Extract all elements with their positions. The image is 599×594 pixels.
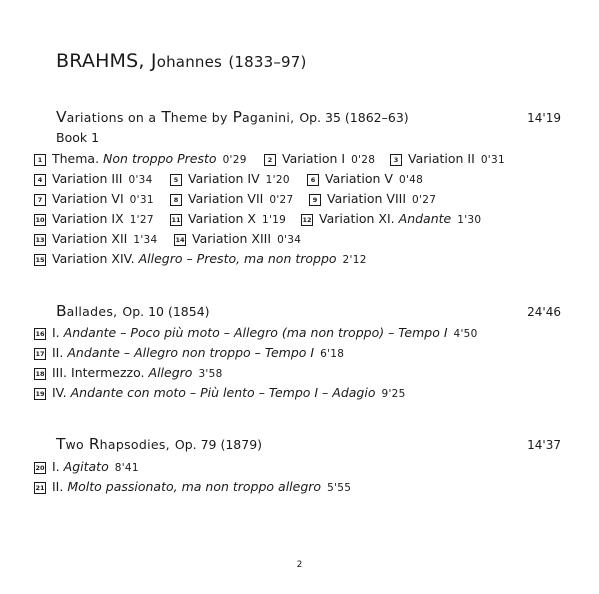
title-rest: allades, (66, 304, 118, 319)
track-3 (390, 150, 505, 168)
work-title-paganini-variations (56, 108, 561, 126)
track-tempo: Allegro (148, 365, 193, 380)
track-21 (34, 478, 351, 496)
track-title: Variation IX (52, 211, 124, 226)
track-number: 1 (34, 154, 46, 166)
track-number: 3 (390, 154, 402, 166)
track-20 (34, 458, 139, 476)
track-13 (34, 230, 158, 248)
track-7 (34, 190, 154, 208)
track-title: Variation XII (52, 231, 128, 246)
track-title: Variation VII (188, 191, 264, 206)
track-tempo: Andante – Allegro non troppo – Tempo I (67, 345, 315, 360)
track-title: Variation V (325, 171, 393, 186)
title-initial: T (161, 108, 171, 126)
track-title: I. (52, 459, 60, 474)
track-4 (34, 170, 153, 188)
track-title: Variation X (188, 211, 256, 226)
track-number: 17 (35, 350, 45, 358)
track-number: 6 (307, 174, 319, 186)
track-time: 0'34 (128, 174, 153, 186)
track-17 (34, 344, 344, 362)
track-10 (34, 210, 154, 228)
work-opus: Op. 10 (1854) (122, 304, 210, 319)
page-number: 2 (296, 560, 303, 570)
track-title: II. (52, 345, 64, 360)
work-opus: Op. 79 (1879) (174, 437, 263, 452)
work-duration: 24'46 (527, 305, 561, 319)
work-title-rhapsodies (56, 435, 561, 453)
track-number: 14 (175, 236, 185, 244)
track-time: 0'48 (398, 174, 424, 186)
track-number: 4 (34, 174, 46, 186)
track-time: 1'30 (457, 214, 482, 226)
track-title: II. (52, 479, 64, 494)
track-9 (309, 190, 436, 208)
track-1 (34, 150, 247, 168)
track-time: 0'34 (277, 234, 302, 246)
track-tempo: Non troppo Presto (103, 151, 217, 166)
track-number: 16 (35, 330, 45, 338)
track-title: Variation XIII (192, 231, 272, 246)
title-initial: B (56, 302, 67, 320)
track-title: Variation XI. (319, 211, 395, 226)
track-6 (307, 170, 423, 188)
track-title: I. (52, 325, 60, 340)
track-number: 5 (170, 174, 182, 186)
track-number: 21 (35, 484, 45, 492)
track-time: 0'28 (351, 154, 376, 166)
track-time: 5'55 (327, 482, 352, 494)
track-number: 18 (35, 370, 45, 378)
track-19 (34, 384, 406, 402)
track-number: 8 (170, 194, 182, 206)
track-time: 0'27 (412, 194, 437, 206)
track-title: Variation III (52, 171, 123, 186)
track-tempo: Molto passionato, ma non troppo allegro (67, 479, 322, 494)
track-tempo: Andante con moto – Più lento – Tempo I – Adagio (70, 385, 376, 400)
track-title: Variation II (408, 151, 475, 166)
track-time: 3'58 (198, 368, 223, 380)
track-title: Thema. (52, 151, 100, 166)
track-time: 9'25 (381, 388, 406, 400)
track-tempo: Agitato (63, 459, 109, 474)
track-number: 13 (35, 236, 45, 244)
track-18 (34, 364, 223, 382)
track-number: 12 (302, 216, 312, 224)
track-time: 0'31 (480, 154, 505, 166)
track-number: 7 (34, 194, 46, 206)
track-number: 15 (35, 256, 45, 264)
track-14 (174, 230, 301, 248)
track-time: 6'18 (320, 348, 345, 360)
track-title: Variation I (282, 151, 346, 166)
work-duration: 14'37 (527, 438, 561, 452)
track-title: Variation VI (52, 191, 124, 206)
book-subtitle: Book 1 (56, 130, 100, 145)
track-11 (170, 210, 286, 228)
track-time: 0'27 (269, 194, 294, 206)
title-initial: T (56, 435, 66, 453)
track-number: 11 (171, 216, 181, 224)
track-time: 1'27 (129, 214, 154, 226)
title-rest: heme by (170, 110, 228, 125)
title-rest: hapsodies, (99, 437, 170, 452)
track-number: 20 (35, 464, 45, 472)
track-tempo: Andante – Poco più moto – Allegro (ma non troppo) – Tempo I (63, 325, 448, 340)
track-tempo: Andante (398, 211, 452, 226)
track-title: Variation IV (188, 171, 260, 186)
track-number: 10 (35, 216, 45, 224)
work-duration: 14'19 (527, 111, 561, 125)
track-title: Variation VIII (327, 191, 407, 206)
track-number: 19 (35, 390, 45, 398)
track-number: 9 (309, 194, 321, 206)
track-time: 2'12 (342, 254, 367, 266)
track-time: 1'19 (262, 214, 287, 226)
composer-years: (1833–97) (228, 53, 307, 71)
track-time: 0'29 (222, 154, 247, 166)
track-8 (170, 190, 294, 208)
track-12 (301, 210, 481, 228)
title-rest: aganini, (241, 110, 295, 125)
title-initial: R (88, 435, 100, 453)
composer-first-rest: ohannes (156, 53, 223, 71)
track-5 (170, 170, 290, 188)
title-rest: ariations on a (66, 110, 157, 125)
track-number: 2 (264, 154, 276, 166)
composer-first-initial: J (150, 50, 157, 72)
title-rest: wo (65, 437, 84, 452)
track-16 (34, 324, 478, 342)
track-2 (264, 150, 375, 168)
track-title: III. Intermezzo. (52, 365, 145, 380)
composer-surname: BRAHMS, (56, 50, 145, 72)
track-time: 0'31 (129, 194, 154, 206)
track-time: 4'50 (453, 328, 478, 340)
composer-heading (56, 50, 307, 72)
title-initial: P (232, 108, 242, 126)
track-title: IV. (52, 385, 67, 400)
work-title-ballades (56, 302, 561, 320)
track-15 (34, 250, 367, 268)
track-time: 1'20 (265, 174, 290, 186)
work-opus: Op. 35 (1862–63) (299, 110, 409, 125)
track-tempo: Allegro – Presto, ma non troppo (138, 251, 337, 266)
track-time: 1'34 (133, 234, 158, 246)
track-time: 8'41 (114, 462, 139, 474)
track-title: Variation XIV. (52, 251, 135, 266)
title-initial: V (56, 108, 67, 126)
